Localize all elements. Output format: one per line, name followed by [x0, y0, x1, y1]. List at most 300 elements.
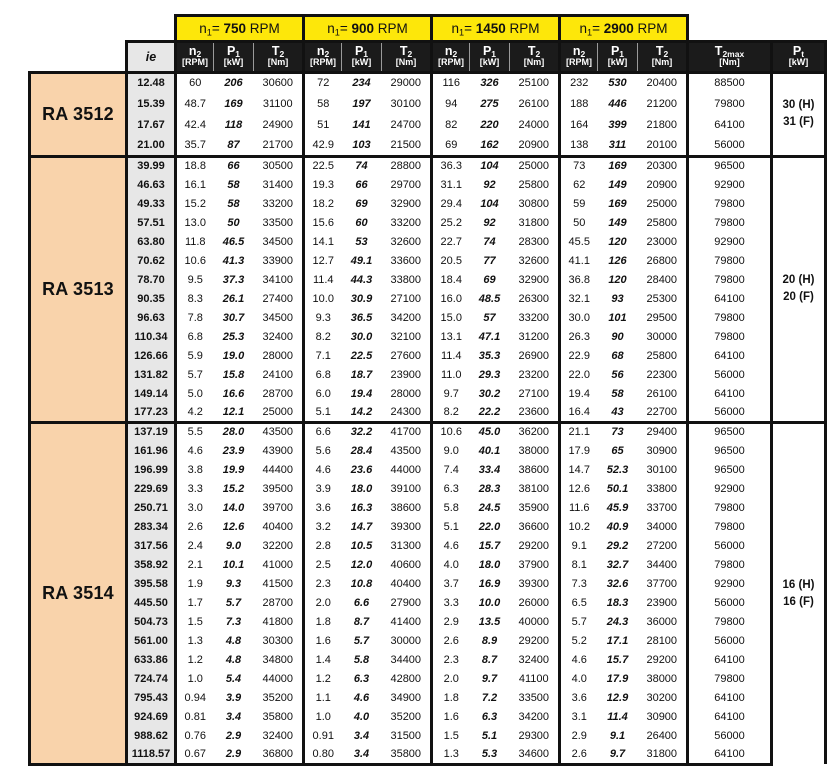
t2-cell: 25000: [638, 194, 688, 213]
t2-cell: 23600: [510, 403, 560, 422]
t2-cell: 40600: [382, 555, 432, 574]
p1-cell: 58: [214, 175, 254, 194]
n2-cell: 9.0: [432, 441, 470, 460]
p1-cell: 37.3: [214, 270, 254, 289]
n2-cell: 1.8: [304, 612, 342, 631]
n2-cell: 2.0: [432, 669, 470, 688]
n2-cell: 3.0: [176, 498, 214, 517]
ratio-cell: 149.14: [127, 384, 176, 403]
t2-cell: 41100: [510, 669, 560, 688]
n2-cell: 1.9: [176, 574, 214, 593]
p1-cell: 326: [470, 72, 510, 93]
p1-cell: 5.3: [470, 745, 510, 764]
n2-cell: 20.5: [432, 251, 470, 270]
t2-cell: 29000: [382, 72, 432, 93]
t2-cell: 24000: [510, 114, 560, 135]
t2max-cell: 64100: [688, 346, 772, 365]
t2-cell: 32600: [382, 232, 432, 251]
table-row: [30, 441, 826, 460]
ratio-cell: 395.58: [127, 574, 176, 593]
ratio-cell: 39.99: [127, 156, 176, 175]
t2-cell: 33800: [638, 479, 688, 498]
ratio-cell: 445.50: [127, 593, 176, 612]
n2-cell: 15.0: [432, 308, 470, 327]
p1-cell: 22.5: [342, 346, 382, 365]
p1-cell: 40.9: [598, 517, 638, 536]
p1-cell: 4.6: [342, 688, 382, 707]
n2-cell: 16.4: [560, 403, 598, 422]
pt-rating: [772, 72, 826, 156]
p1-cell: 30.0: [342, 327, 382, 346]
n2-cell: 7.8: [176, 308, 214, 327]
p1-cell: 66: [342, 175, 382, 194]
p1-cell: 4.8: [214, 650, 254, 669]
n2-cell: 4.0: [560, 669, 598, 688]
t2-cell: 21700: [254, 135, 304, 156]
t2-cell: 38600: [510, 460, 560, 479]
n2-cell: 1.5: [432, 726, 470, 745]
p1-cell: 10.1: [214, 555, 254, 574]
p1-cell: 3.4: [214, 707, 254, 726]
p1-cell: 234: [342, 72, 382, 93]
p1-cell: 6.3: [342, 669, 382, 688]
t2-cell: 28300: [510, 232, 560, 251]
t2-cell: 33900: [254, 251, 304, 270]
n2-cell: 4.6: [176, 441, 214, 460]
n2-cell: 7.3: [560, 574, 598, 593]
t2max-cell: 64100: [688, 650, 772, 669]
p1-cell: 15.7: [598, 650, 638, 669]
t2-cell: 35900: [510, 498, 560, 517]
n2-cell: 6.8: [176, 327, 214, 346]
p1-cell: 15.8: [214, 365, 254, 384]
n2-cell: 16.1: [176, 175, 214, 194]
ratio-cell: 561.00: [127, 631, 176, 650]
p1-cell: 57: [470, 308, 510, 327]
n2-cell: 4.6: [560, 650, 598, 669]
n2-cell: 10.6: [432, 422, 470, 441]
n2-cell: 0.76: [176, 726, 214, 745]
table-row: [30, 213, 826, 232]
p1-cell: 43: [598, 403, 638, 422]
n2-cell: 0.80: [304, 745, 342, 764]
t2max-cell: 56000: [688, 135, 772, 156]
ratio-cell: 57.51: [127, 213, 176, 232]
p1-cell: 275: [470, 93, 510, 114]
col-header-t2-900: $T_2$ [Nm]: [382, 42, 432, 73]
p1-cell: 19.0: [214, 346, 254, 365]
ratio-cell: 161.96: [127, 441, 176, 460]
table-row: [30, 650, 826, 669]
ratio-column-header: ie: [127, 42, 176, 73]
ratio-cell: 250.71: [127, 498, 176, 517]
ratio-cell: 90.35: [127, 289, 176, 308]
t2-cell: 26100: [638, 384, 688, 403]
p1-cell: 3.9: [214, 688, 254, 707]
p1-cell: 49.1: [342, 251, 382, 270]
p1-cell: 41.3: [214, 251, 254, 270]
ratio-cell: 126.66: [127, 346, 176, 365]
p1-cell: 103: [342, 135, 382, 156]
t2max-cell: 96500: [688, 460, 772, 479]
p1-cell: 12.0: [342, 555, 382, 574]
t2max-cell: 64100: [688, 707, 772, 726]
t2max-cell: 56000: [688, 593, 772, 612]
n2-cell: 69: [432, 135, 470, 156]
p1-cell: 9.7: [470, 669, 510, 688]
p1-cell: 14.0: [214, 498, 254, 517]
t2-cell: 39300: [510, 574, 560, 593]
col-header-n2-1450: $n_2$ [RPM]: [432, 42, 470, 73]
speed-header-750: $n_1= 750$ RPM: [176, 16, 304, 42]
table-row: [30, 745, 826, 764]
t2max-cell: 88500: [688, 72, 772, 93]
table-row: [30, 574, 826, 593]
n2-cell: 42.9: [304, 135, 342, 156]
p1-cell: 22.2: [470, 403, 510, 422]
table-row: [30, 114, 826, 135]
table-row: [30, 688, 826, 707]
ratio-cell: 21.00: [127, 135, 176, 156]
t2-cell: 20900: [638, 175, 688, 194]
t2-cell: 36600: [510, 517, 560, 536]
t2-cell: 23000: [638, 232, 688, 251]
t2-cell: 32900: [510, 270, 560, 289]
p1-cell: 12.6: [214, 517, 254, 536]
table-row: [30, 365, 826, 384]
p1-cell: 28.3: [470, 479, 510, 498]
n2-cell: 26.3: [560, 327, 598, 346]
t2-cell: 33200: [382, 213, 432, 232]
table-row: [30, 612, 826, 631]
t2max-cell: 64100: [688, 384, 772, 403]
n2-cell: 5.7: [176, 365, 214, 384]
t2-cell: 33800: [382, 270, 432, 289]
p1-cell: 74: [470, 232, 510, 251]
t2-cell: 20400: [638, 72, 688, 93]
p1-cell: 18.7: [342, 365, 382, 384]
ratio-cell: 46.63: [127, 175, 176, 194]
col-header-n2-2900: $n_2$ [RPM]: [560, 42, 598, 73]
n2-cell: 5.2: [560, 631, 598, 650]
p1-cell: 32.2: [342, 422, 382, 441]
p1-cell: 19.4: [342, 384, 382, 403]
t2-cell: 34900: [382, 688, 432, 707]
t2-cell: 34500: [254, 232, 304, 251]
ratio-cell: 63.80: [127, 232, 176, 251]
t2-cell: 31400: [254, 175, 304, 194]
ratio-cell: 196.99: [127, 460, 176, 479]
t2-cell: 30800: [510, 194, 560, 213]
table-row: [30, 498, 826, 517]
t2-cell: 30900: [638, 441, 688, 460]
t2-cell: 22700: [638, 403, 688, 422]
t2-cell: 34800: [254, 650, 304, 669]
p1-cell: 53: [342, 232, 382, 251]
t2-cell: 28700: [254, 593, 304, 612]
t2-cell: 24100: [254, 365, 304, 384]
p1-cell: 23.9: [214, 441, 254, 460]
n2-cell: 31.1: [432, 175, 470, 194]
t2-cell: 28800: [382, 156, 432, 175]
t2max-cell: 56000: [688, 365, 772, 384]
col-header-p1-2900: $P_1$ [kW]: [598, 42, 638, 73]
n2-cell: 3.6: [560, 688, 598, 707]
n2-cell: 22.0: [560, 365, 598, 384]
p1-cell: 2.9: [214, 745, 254, 764]
t2-cell: 32400: [254, 726, 304, 745]
n2-cell: 58: [304, 93, 342, 114]
n2-cell: 2.6: [432, 631, 470, 650]
p1-cell: 50: [214, 213, 254, 232]
n2-cell: 19.4: [560, 384, 598, 403]
t2-cell: 33500: [254, 213, 304, 232]
t2-cell: 35200: [382, 707, 432, 726]
t2-cell: 34100: [254, 270, 304, 289]
table-row: [30, 93, 826, 114]
t2-cell: 32400: [254, 327, 304, 346]
n2-cell: 3.7: [432, 574, 470, 593]
n2-cell: 36.8: [560, 270, 598, 289]
t2-cell: 41700: [382, 422, 432, 441]
t2-cell: 37700: [638, 574, 688, 593]
n2-cell: 73: [560, 156, 598, 175]
col-header-p1-750: $P_1$ [kW]: [214, 42, 254, 73]
ratio-cell: 177.23: [127, 403, 176, 422]
t2-cell: 32600: [510, 251, 560, 270]
p1-cell: 446: [598, 93, 638, 114]
n2-cell: 11.4: [304, 270, 342, 289]
t2-cell: 41500: [254, 574, 304, 593]
table-row: [30, 156, 826, 175]
n2-cell: 5.1: [304, 403, 342, 422]
n2-cell: 9.7: [432, 384, 470, 403]
n2-cell: 29.4: [432, 194, 470, 213]
n2-cell: 2.8: [304, 536, 342, 555]
t2-cell: 33600: [382, 251, 432, 270]
n2-cell: 5.7: [560, 612, 598, 631]
t2max-cell: 79800: [688, 194, 772, 213]
p1-cell: 120: [598, 270, 638, 289]
n2-cell: 45.5: [560, 232, 598, 251]
p1-cell: 45.9: [598, 498, 638, 517]
p1-cell: 15.2: [214, 479, 254, 498]
table-row: [30, 232, 826, 251]
n2-cell: 1.8: [432, 688, 470, 707]
pt-rating: [772, 422, 826, 764]
n2-cell: 13.1: [432, 327, 470, 346]
table-row: [30, 384, 826, 403]
p1-cell: 101: [598, 308, 638, 327]
n2-cell: 14.1: [304, 232, 342, 251]
t2-cell: 24300: [382, 403, 432, 422]
p1-cell: 10.0: [470, 593, 510, 612]
t2-cell: 26300: [510, 289, 560, 308]
p1-cell: 16.9: [470, 574, 510, 593]
pt-rating: [772, 156, 826, 422]
n2-cell: 22.5: [304, 156, 342, 175]
p1-cell: 104: [470, 194, 510, 213]
n2-cell: 48.7: [176, 93, 214, 114]
p1-cell: 58: [598, 384, 638, 403]
col-header-p1-900: $P_1$ [kW]: [342, 42, 382, 73]
n2-cell: 116: [432, 72, 470, 93]
t2-cell: 30200: [638, 688, 688, 707]
table-row: [30, 346, 826, 365]
n2-cell: 25.2: [432, 213, 470, 232]
n2-cell: 1.2: [176, 650, 214, 669]
ratio-cell: 49.33: [127, 194, 176, 213]
ratio-cell: 70.62: [127, 251, 176, 270]
t2-cell: 26400: [638, 726, 688, 745]
col-header-p1-1450: $P_1$ [kW]: [470, 42, 510, 73]
t2max-cell: 79800: [688, 308, 772, 327]
t2max-cell: 56000: [688, 403, 772, 422]
t2-cell: 35800: [382, 745, 432, 764]
t2-cell: 32100: [382, 327, 432, 346]
t2-cell: 40400: [254, 517, 304, 536]
t2-cell: 31300: [382, 536, 432, 555]
t2-cell: 29200: [510, 631, 560, 650]
n2-cell: 9.3: [304, 308, 342, 327]
p1-cell: 30.9: [342, 289, 382, 308]
t2-cell: 34400: [382, 650, 432, 669]
table-row: [30, 270, 826, 289]
t2-cell: 27200: [638, 536, 688, 555]
p1-cell: 9.3: [214, 574, 254, 593]
p1-cell: 74: [342, 156, 382, 175]
n2-cell: 82: [432, 114, 470, 135]
p1-cell: 5.8: [342, 650, 382, 669]
t2-cell: 21500: [382, 135, 432, 156]
t2max-cell: 92900: [688, 175, 772, 194]
p1-cell: 60: [342, 213, 382, 232]
n2-cell: 16.0: [432, 289, 470, 308]
t2-cell: 27600: [382, 346, 432, 365]
speed-header-1450: $n_1= 1450$ RPM: [432, 16, 560, 42]
p1-cell: 24.5: [470, 498, 510, 517]
n2-cell: 5.1: [432, 517, 470, 536]
n2-cell: 138: [560, 135, 598, 156]
n2-cell: 15.2: [176, 194, 214, 213]
n2-cell: 5.0: [176, 384, 214, 403]
t2max-cell: 64100: [688, 114, 772, 135]
ratio-cell: 96.63: [127, 308, 176, 327]
n2-cell: 32.1: [560, 289, 598, 308]
t2max-cell: 79800: [688, 555, 772, 574]
p1-cell: 104: [470, 156, 510, 175]
speed-value: 750: [223, 21, 247, 36]
n2-cell: 2.9: [560, 726, 598, 745]
table-row: [30, 460, 826, 479]
n2-cell: 8.1: [560, 555, 598, 574]
n2-cell: 1.6: [432, 707, 470, 726]
n2-cell: 10.0: [304, 289, 342, 308]
table-row: [30, 72, 826, 93]
t2-cell: 20300: [638, 156, 688, 175]
table-row: [30, 289, 826, 308]
p1-cell: 24.3: [598, 612, 638, 631]
p1-cell: 2.9: [214, 726, 254, 745]
p1-cell: 13.5: [470, 612, 510, 631]
n2-cell: 1.7: [176, 593, 214, 612]
t2-cell: 38600: [382, 498, 432, 517]
ratio-cell: 12.48: [127, 72, 176, 93]
p1-cell: 87: [214, 135, 254, 156]
t2-cell: 35200: [254, 688, 304, 707]
p1-cell: 14.2: [342, 403, 382, 422]
n2-cell: 1.2: [304, 669, 342, 688]
t2-cell: 34600: [510, 745, 560, 764]
n2-cell: 22.7: [432, 232, 470, 251]
t2-cell: 36200: [510, 422, 560, 441]
t2max-cell: 56000: [688, 536, 772, 555]
n2-cell: 232: [560, 72, 598, 93]
table-row: [30, 536, 826, 555]
t2-cell: 31500: [382, 726, 432, 745]
p1-cell: 7.3: [214, 612, 254, 631]
p1-cell: 169: [214, 93, 254, 114]
p1-cell: 66: [214, 156, 254, 175]
n2-cell: 6.8: [304, 365, 342, 384]
n2-cell: 4.2: [176, 403, 214, 422]
n2-cell: 3.2: [304, 517, 342, 536]
t2-cell: 44400: [254, 460, 304, 479]
speed-value: 900: [351, 21, 375, 36]
t2-cell: 30100: [382, 93, 432, 114]
n2-cell: 2.3: [432, 650, 470, 669]
n2-cell: 3.3: [176, 479, 214, 498]
p1-cell: 30.7: [214, 308, 254, 327]
t2-cell: 27100: [510, 384, 560, 403]
n2-cell: 11.8: [176, 232, 214, 251]
p1-cell: 90: [598, 327, 638, 346]
p1-cell: 69: [470, 270, 510, 289]
p1-cell: 18.0: [342, 479, 382, 498]
p1-cell: 56: [598, 365, 638, 384]
ratio-cell: 924.69: [127, 707, 176, 726]
t2-cell: 32400: [510, 650, 560, 669]
t2-cell: 43900: [254, 441, 304, 460]
t2-cell: 20900: [510, 135, 560, 156]
model-label: RA 3514: [30, 422, 127, 764]
p1-cell: 530: [598, 72, 638, 93]
n2-cell: 0.91: [304, 726, 342, 745]
table-row: [30, 175, 826, 194]
t2-cell: 33200: [254, 194, 304, 213]
p1-cell: 33.4: [470, 460, 510, 479]
t2max-cell: 92900: [688, 574, 772, 593]
t2max-cell: 79800: [688, 612, 772, 631]
p1-cell: 8.7: [470, 650, 510, 669]
t2-cell: 40000: [510, 612, 560, 631]
table-row: [30, 669, 826, 688]
p1-cell: 22.0: [470, 517, 510, 536]
p1-cell: 47.1: [470, 327, 510, 346]
table-row: [30, 593, 826, 612]
n2-cell: 2.9: [432, 612, 470, 631]
p1-cell: 52.3: [598, 460, 638, 479]
t2-cell: 29700: [382, 175, 432, 194]
p1-cell: 32.7: [598, 555, 638, 574]
table-row: [30, 308, 826, 327]
t2-cell: 25800: [638, 213, 688, 232]
n2-cell: 4.0: [432, 555, 470, 574]
t2-cell: 32200: [254, 536, 304, 555]
p1-cell: 77: [470, 251, 510, 270]
p1-cell: 48.5: [470, 289, 510, 308]
p1-cell: 58: [214, 194, 254, 213]
